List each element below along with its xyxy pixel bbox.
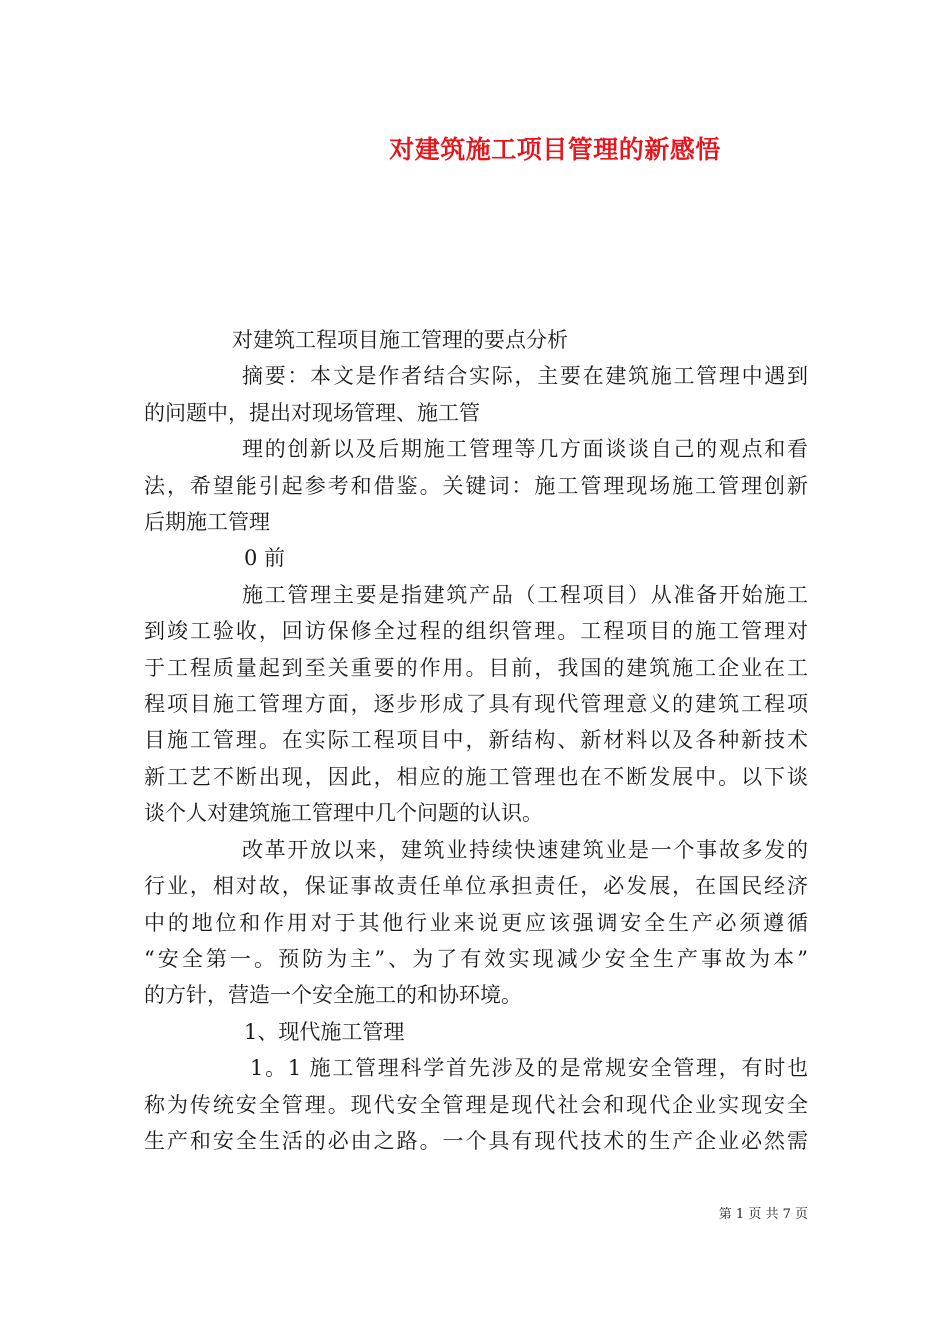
paragraph-safety [144, 832, 808, 1014]
text-line: 的问题中，提出对现场管理、施工管 [144, 400, 480, 425]
text-line: 法，希望能引起参考和借鉴。关键词：施工管理现场施工管理创新 [144, 473, 808, 498]
text-line: “安全第一。预防为主”、为了有效实现减少安全生产事故为本” [144, 946, 808, 971]
text-line: 摘要：本文是作者结合实际，主要在建筑施工管理中遇到 [242, 364, 808, 389]
text-line: 行业，相对故，保证事故责任单位承担责任，必发展，在国民经济 [144, 874, 808, 899]
paragraph-preface-heading [144, 540, 808, 576]
text-line: 目施工管理。在实际工程项目中，新结构、新材料以及各种新技术 [144, 728, 808, 753]
text-line: 于工程质量起到至关重要的作用。目前，我国的建筑施工企业在工 [144, 655, 808, 680]
text-line: 后期施工管理 [144, 510, 270, 535]
text-line: 到竣工验收，回访保修全过程的组织管理。工程项目的施工管理对 [144, 619, 808, 644]
text-line: 中的地位和作用对于其他行业来说更应该强调安全生产必须遵循 [144, 910, 808, 935]
paragraph-abstract-cont [144, 431, 808, 540]
text-line: 的方针，营造一个安全施工的和协环境。 [144, 983, 522, 1008]
text-line: 理的创新以及后期施工管理等几方面谈谈自己的观点和看 [242, 437, 808, 462]
text-line: 0 前 [244, 546, 286, 571]
document-body [144, 322, 808, 1159]
text-line: 施工管理主要是指建筑产品（工程项目）从准备开始施工 [242, 582, 808, 607]
text-line: 对建筑工程项目施工管理的要点分析 [232, 328, 568, 352]
paragraph-intro [144, 577, 808, 832]
text-line: 程项目施工管理方面，逐步形成了具有现代管理意义的建筑工程项 [144, 692, 808, 717]
text-line: 生产和安全生活的必由之路。一个具有现代技术的生产企业必然需 [144, 1128, 808, 1153]
paragraph-section-1-1 [144, 1050, 808, 1159]
paragraph-abstract [144, 358, 808, 431]
text-line: 称为传统安全管理。现代安全管理是现代社会和现代企业实现安全 [144, 1092, 808, 1117]
text-line: 新工艺不断出现，因此，相应的施工管理也在不断发展中。以下谈 [144, 764, 808, 789]
paragraph-subtitle [144, 322, 808, 358]
paragraph-section-heading [144, 1014, 808, 1050]
text-line: 谈个人对建筑施工管理中几个问题的认识。 [144, 801, 543, 826]
text-line: 1。1 施工管理科学首先涉及的是常规安全管理，有时也 [250, 1056, 808, 1081]
document-title: 对建筑施工项目管理的新感悟 [389, 135, 721, 164]
text-line: 1、现代施工管理 [244, 1019, 405, 1044]
text-line: 改革开放以来，建筑业持续快速建筑业是一个事故多发的 [242, 837, 808, 862]
page-number-footer: 第 1 页 共 7 页 [718, 1207, 808, 1222]
